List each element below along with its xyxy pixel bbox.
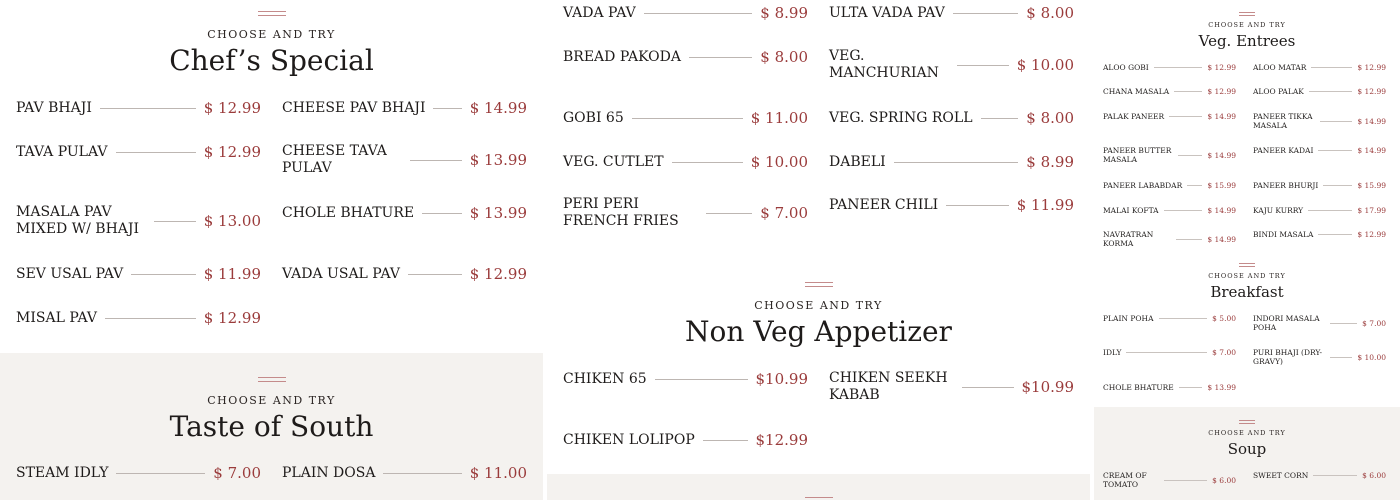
item-name: BINDI MASALA	[1253, 229, 1314, 239]
item-price: $ 12.99	[1357, 86, 1386, 96]
item-name: PURI BHAJI (DRY-GRAVY)	[1253, 348, 1323, 366]
menu-item	[282, 203, 527, 223]
section-title: Breakfast	[1210, 283, 1284, 301]
item-name: MASALA PAV MIXED W/ BHAJI	[16, 204, 140, 237]
item-name: PANEER LABABDAR	[1103, 180, 1183, 190]
leader-line	[1308, 210, 1352, 211]
veg-appetizer-section	[547, 0, 1090, 474]
item-name: PANEER BUTTER MASALA	[1103, 146, 1172, 164]
item-name: NAVRATRAN KORMA	[1103, 230, 1154, 248]
leader-line	[1169, 116, 1202, 117]
leader-line	[105, 318, 196, 319]
section-kicker: CHOOSE AND TRY	[207, 28, 336, 41]
leader-line	[1313, 475, 1357, 476]
menu-item	[282, 463, 527, 483]
section-title: Chef’s Special	[169, 44, 374, 77]
item-price: $ 14.99	[1207, 111, 1236, 121]
menu-item	[1103, 145, 1236, 165]
section-title: Taste of South	[169, 410, 374, 443]
leader-line	[408, 274, 462, 275]
menu-item	[16, 142, 261, 162]
item-price: $ 11.99	[1016, 196, 1074, 214]
leader-line	[100, 108, 196, 109]
veg-entrees-section	[1094, 0, 1400, 407]
item-name: DABELI	[829, 153, 886, 170]
leader-line	[672, 162, 743, 163]
section-kicker: CHOOSE AND TRY	[1208, 272, 1286, 280]
item-price: $ 12.99	[1207, 86, 1236, 96]
section-kicker: CHOOSE AND TRY	[207, 394, 336, 407]
leader-line	[1330, 357, 1352, 358]
item-name: BREAD PAKODA	[563, 48, 681, 65]
menu-item	[1253, 313, 1386, 333]
menu-item	[829, 195, 1074, 215]
item-price: $ 14.99	[1207, 150, 1236, 160]
item-price: $12.99	[755, 431, 808, 449]
item-name: STEAM IDLY	[16, 464, 109, 481]
menu-item	[829, 370, 1074, 404]
leader-line	[706, 213, 752, 214]
item-name: PLAIN POHA	[1103, 313, 1154, 323]
menu-item	[563, 47, 808, 67]
section-kicker: CHOOSE AND TRY	[1208, 429, 1286, 437]
item-price: $ 12.99	[203, 309, 261, 327]
item-price: $ 8.00	[1026, 109, 1074, 127]
leader-line	[689, 57, 752, 58]
item-price: $10.99	[755, 370, 808, 388]
menu-item	[1253, 144, 1386, 156]
menu-item	[16, 308, 261, 328]
leader-line	[1126, 352, 1207, 353]
item-name: MISAL PAV	[16, 309, 97, 326]
menu-item	[1103, 312, 1236, 324]
item-price: $ 7.00	[1362, 318, 1386, 328]
item-price: $ 14.99	[1357, 145, 1386, 155]
item-name: INDORI MASALA POHA	[1253, 314, 1320, 332]
section-kicker: CHOOSE AND TRY	[1208, 21, 1286, 29]
menu-item	[563, 430, 808, 450]
menu-item	[282, 264, 527, 284]
middle-panel	[547, 0, 1090, 500]
item-name: SWEET CORN	[1253, 470, 1309, 480]
item-name: CHOLE BHATURE	[1103, 382, 1174, 392]
menu-item	[1253, 469, 1386, 481]
item-price: $ 14.99	[469, 99, 527, 117]
leader-line	[981, 118, 1019, 119]
leader-line	[131, 274, 195, 275]
item-price: $ 7.00	[760, 204, 808, 222]
menu-item	[282, 143, 527, 177]
item-name: VEG. CUTLET	[563, 153, 664, 170]
soup-section	[1094, 407, 1400, 500]
leader-line	[957, 65, 1009, 66]
leader-line	[410, 160, 462, 161]
item-price: $ 11.00	[469, 464, 527, 482]
menu-item	[16, 204, 261, 238]
item-price: $ 13.99	[1207, 382, 1236, 392]
item-price: $ 12.99	[203, 99, 261, 117]
leader-line	[644, 13, 753, 14]
item-price: $ 11.00	[750, 109, 808, 127]
item-price: $ 17.99	[1357, 205, 1386, 215]
item-price: $ 15.99	[1207, 180, 1236, 190]
title-ornament	[258, 377, 286, 382]
taste-of-south-section	[0, 353, 543, 500]
item-price: $ 8.99	[1026, 153, 1074, 171]
item-price: $ 8.00	[760, 48, 808, 66]
item-name: PERI PERI FRENCH FRIES	[563, 196, 679, 229]
item-price: $ 12.99	[1357, 229, 1386, 239]
item-name: PALAK PANEER	[1103, 111, 1165, 121]
item-name: MALAI KOFTA	[1103, 205, 1159, 215]
section-kicker: CHOOSE AND TRY	[754, 299, 883, 312]
menu-item	[829, 108, 1074, 128]
leader-line	[1320, 121, 1352, 122]
item-name: CHIKEN SEEKH KABAB	[829, 370, 948, 403]
menu-item	[1253, 228, 1386, 240]
menu-item	[1103, 110, 1236, 122]
item-price: $ 6.00	[1362, 470, 1386, 480]
item-price: $ 12.99	[203, 143, 261, 161]
item-price: $ 14.99	[1207, 205, 1236, 215]
leader-line	[1176, 239, 1202, 240]
item-name: PANEER TIKKA MASALA	[1253, 112, 1313, 130]
item-name: CHEESE PAV BHAJI	[282, 99, 426, 116]
item-name: PAV BHAJI	[16, 99, 92, 116]
menu-item	[1253, 204, 1386, 216]
menu-item	[829, 48, 1074, 82]
leader-line	[383, 473, 461, 474]
leader-line	[703, 440, 748, 441]
menu-item	[1103, 61, 1236, 73]
item-name: PANEER KADAI	[1253, 145, 1314, 155]
item-price: $ 5.00	[1212, 313, 1236, 323]
item-price: $ 14.99	[1207, 234, 1236, 244]
item-name: CHIKEN 65	[563, 370, 647, 387]
menu-item	[563, 3, 808, 23]
item-price: $ 11.99	[203, 265, 261, 283]
leader-line	[116, 473, 205, 474]
menu-item	[563, 196, 808, 230]
item-name: CREAM OF TOMATO	[1103, 471, 1147, 489]
leader-line	[1159, 318, 1208, 319]
item-price: $ 15.99	[1357, 180, 1386, 190]
leader-line	[1178, 155, 1202, 156]
menu-item	[16, 98, 261, 118]
item-name: VEG. MANCHURIAN	[829, 48, 939, 81]
leader-line	[154, 221, 196, 222]
item-name: GOBI 65	[563, 109, 624, 126]
leader-line	[116, 152, 196, 153]
menu-item	[282, 98, 527, 118]
item-name: ULTA VADA PAV	[829, 4, 945, 21]
menu-item	[1103, 229, 1236, 249]
item-price: $ 10.00	[750, 153, 808, 171]
item-name: CHOLE BHATURE	[282, 204, 415, 221]
leader-line	[953, 13, 1018, 14]
item-price: $ 7.00	[1212, 347, 1236, 357]
leader-line	[1323, 185, 1352, 186]
item-price: $ 10.00	[1357, 352, 1386, 362]
title-ornament	[1239, 420, 1255, 424]
menu-item	[1103, 85, 1236, 97]
section-title: Veg. Entrees	[1198, 32, 1296, 50]
leader-line	[1187, 185, 1202, 186]
menu-item	[1253, 61, 1386, 73]
leader-line	[1164, 210, 1203, 211]
menu-item	[1103, 381, 1236, 393]
leader-line	[655, 379, 748, 380]
item-name: ALOO PALAK	[1253, 86, 1304, 96]
item-price: $ 8.99	[760, 4, 808, 22]
menu-item	[1253, 111, 1386, 131]
item-name: VADA USAL PAV	[282, 265, 400, 282]
item-name: CHANA MASALA	[1103, 86, 1170, 96]
title-ornament	[258, 11, 286, 16]
leader-line	[632, 118, 743, 119]
leader-line	[1164, 480, 1207, 481]
item-name: PANEER CHILI	[829, 196, 939, 213]
leader-line	[1154, 67, 1203, 68]
leader-line	[1318, 234, 1352, 235]
menu-item	[563, 152, 808, 172]
item-price: $ 13.00	[203, 212, 261, 230]
right-panel	[1094, 0, 1400, 500]
item-price: $ 12.99	[469, 265, 527, 283]
item-name: CHIKEN LOLIPOP	[563, 431, 695, 448]
item-name: PLAIN DOSA	[282, 464, 376, 481]
leader-line	[946, 205, 1009, 206]
leader-line	[1318, 150, 1352, 151]
leader-line	[422, 213, 462, 214]
section-title: Non Veg Appetizer	[685, 315, 952, 348]
leader-line	[1179, 387, 1203, 388]
menu-item	[1253, 85, 1386, 97]
menu-item	[563, 369, 808, 389]
item-name: PANEER BHURJI	[1253, 180, 1319, 190]
menu-item	[1103, 204, 1236, 216]
menu-item	[1253, 179, 1386, 191]
menu-item	[563, 108, 808, 128]
menu-item	[1253, 347, 1386, 367]
item-name: VEG. SPRING ROLL	[829, 109, 973, 126]
item-price: $ 7.00	[213, 464, 261, 482]
menu-item	[829, 3, 1074, 23]
next-section-band	[547, 474, 1090, 500]
leader-line	[894, 162, 1019, 163]
menu-item	[1103, 179, 1236, 191]
item-price: $ 10.00	[1016, 56, 1074, 74]
item-price: $ 14.99	[1357, 116, 1386, 126]
item-name: IDLY	[1103, 347, 1122, 357]
item-name: SEV USAL PAV	[16, 265, 124, 282]
chefs-special-section	[0, 0, 543, 353]
item-name: TAVA PULAV	[16, 143, 108, 160]
item-name: VADA PAV	[563, 4, 636, 21]
menu-item	[16, 463, 261, 483]
title-ornament	[1239, 263, 1255, 267]
leader-line	[1309, 91, 1353, 92]
menu-item	[16, 264, 261, 284]
section-title: Soup	[1227, 440, 1267, 458]
item-price: $ 13.99	[469, 151, 527, 169]
item-name: ALOO MATAR	[1253, 62, 1307, 72]
title-ornament	[805, 282, 833, 287]
title-ornament	[1239, 12, 1255, 16]
item-name: KAJU KURRY	[1253, 205, 1304, 215]
item-price: $ 12.99	[1357, 62, 1386, 72]
menu-item	[1103, 470, 1236, 490]
menu-item	[1103, 346, 1236, 358]
leader-line	[1174, 91, 1202, 92]
item-name: ALOO GOBI	[1103, 62, 1149, 72]
leader-line	[1311, 67, 1352, 68]
item-price: $ 12.99	[1207, 62, 1236, 72]
item-price: $ 13.99	[469, 204, 527, 222]
item-name: CHEESE TAVA PULAV	[282, 143, 387, 176]
leader-line	[433, 108, 461, 109]
item-price: $10.99	[1021, 378, 1074, 396]
menu-item	[829, 152, 1074, 172]
leader-line	[962, 387, 1014, 388]
item-price: $ 8.00	[1026, 4, 1074, 22]
item-price: $ 6.00	[1212, 475, 1236, 485]
left-panel	[0, 0, 543, 500]
leader-line	[1330, 323, 1357, 324]
